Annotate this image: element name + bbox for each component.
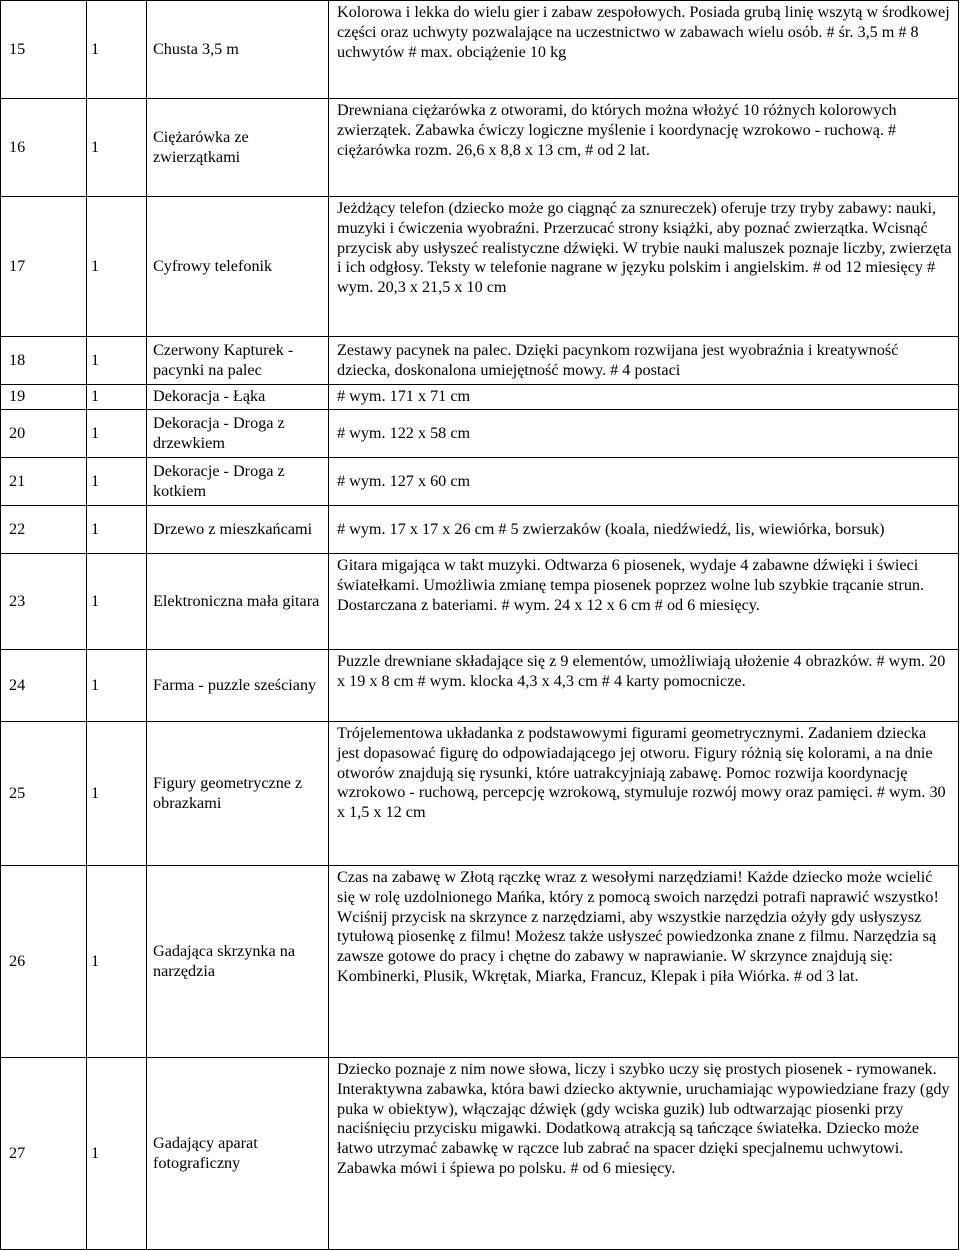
row-quantity: 1 <box>87 385 147 410</box>
row-number: 21 <box>1 458 87 506</box>
row-product-name: Elektroniczna mała gitara <box>147 554 329 650</box>
table-row <box>1 506 959 554</box>
row-number: 24 <box>1 650 87 722</box>
row-description: Zestawy pacynek na palec. Dzięki pacynkom rozwijana jest wyobraźnia i kreatywność dziecka, doskonalona umiejętność mowy. # 4 postaci <box>329 337 959 385</box>
table-row <box>1 554 959 650</box>
row-quantity: 1 <box>87 1 147 99</box>
row-description: Jeżdżący telefon (dziecko może go ciągnąć za sznureczek) oferuje trzy tryby zabawy: nauki, muzyki i ćwiczenia wyobraźni. Przerzucać strony książki, aby poznać zwierzątka. Wcisnąć przycisk aby usłyszeć realistyczne dźwięki. W trybie nauki maluszek poznaje liczby, zwierzęta i ich odgłosy. Teksty w telefonie nagrane w języku polskim i angielskim. # od 12 miesięcy # wym. 20,3 x 21,5 x 10 cm <box>329 197 959 337</box>
row-product-name: Ciężarówka ze zwierzątkami <box>147 99 329 197</box>
table-row <box>1 722 959 866</box>
row-description: Puzzle drewniane składające się z 9 elementów, umożliwiają ułożenie 4 obrazków. # wym. 20 x 19 x 8 cm # wym. klocka 4,3 x 4,3 cm # 4 karty pomocnicze. <box>329 650 959 722</box>
row-product-name: Gadający aparat fotograficzny <box>147 1058 329 1250</box>
row-description: # wym. 122 x 58 cm <box>329 410 959 458</box>
table-row <box>1 1 959 99</box>
table-body <box>1 1 959 1250</box>
row-description: Trójelementowa układanka z podstawowymi figurami geometrycznymi. Zadaniem dziecka jest dopasować figurę do odpowiadającego jej otworu. Figury różnią się kolorami, a na dnie otworów znajdują się rysunki, które uatrakcyjniają zabawę. Pomoc rozwija koordynację wzrokowo - ruchową, percepcję wzrokową, stymuluje rozwój mowy oraz pamięci. # wym. 30 x 1,5 x 12 cm <box>329 722 959 866</box>
row-number: 27 <box>1 1058 87 1250</box>
row-quantity: 1 <box>87 197 147 337</box>
row-quantity: 1 <box>87 554 147 650</box>
table-row <box>1 866 959 1058</box>
row-product-name: Chusta 3,5 m <box>147 1 329 99</box>
row-description: Gitara migająca w takt muzyki. Odtwarza 6 piosenek, wydaje 4 zabawne dźwięki i świeci światełkami. Umożliwia zmianę tempa piosenek poprzez wolne lub szybkie trącanie strun. Dostarczana z bateriami. # wym. 24 x 12 x 6 cm # od 6 miesięcy. <box>329 554 959 650</box>
row-product-name: Cyfrowy telefonik <box>147 197 329 337</box>
row-quantity: 1 <box>87 410 147 458</box>
row-product-name: Czerwony Kapturek - pacynki na palec <box>147 337 329 385</box>
row-number: 16 <box>1 99 87 197</box>
row-number: 22 <box>1 506 87 554</box>
row-quantity: 1 <box>87 866 147 1058</box>
row-product-name: Dekoracje - Droga z kotkiem <box>147 458 329 506</box>
row-description: Kolorowa i lekka do wielu gier i zabaw zespołowych. Posiada grubą linię wszytą w środkowej części oraz uchwyty pozwalające na uczestnictwo w zabawach wielu osób. # śr. 3,5 m # 8 uchwytów # max. obciążenie 10 kg <box>329 1 959 99</box>
row-quantity: 1 <box>87 506 147 554</box>
row-description: Czas na zabawę w Złotą rączkę wraz z wesołymi narzędziami! Każde dziecko może wcielić się w rolę uzdolnionego Mańka, który z pomocą swoich narzędzi potrafi naprawić wszystko! Wciśnij przycisk na skrzynce z narzędziami, aby wszystkie narzędzia ożyły gdy usłyszysz tytułową piosenkę z filmu! Możesz także usłyszeć powiedzonka znane z filmu. Narzędzia są zawsze gotowe do pracy i chętne do zabawy w naprawianie. W skrzynce znajdują się: Kombinerki, Plusik, Wkrętak, Miarka, Francuz, Klepak i piła Wiórka. # od 3 lat. <box>329 866 959 1058</box>
row-description: # wym. 171 x 71 cm <box>329 385 959 410</box>
table-row <box>1 1058 959 1250</box>
row-number: 26 <box>1 866 87 1058</box>
row-product-name: Drzewo z mieszkańcami <box>147 506 329 554</box>
table-row <box>1 99 959 197</box>
row-description: # wym. 17 x 17 x 26 cm # 5 zwierzaków (koala, niedźwiedź, lis, wiewiórka, borsuk) <box>329 506 959 554</box>
table-row <box>1 650 959 722</box>
row-description: Drewniana ciężarówka z otworami, do których można włożyć 10 różnych kolorowych zwierzątek. Zabawka ćwiczy logiczne myślenie i koordynację wzrokowo - ruchową. # ciężarówka rozm. 26,6 x 8,8 x 13 cm, # od 2 lat. <box>329 99 959 197</box>
row-description: Dziecko poznaje z nim nowe słowa, liczy i szybko uczy się prostych piosenek - rymowanek. Interaktywna zabawka, która bawi dziecko aktywnie, uruchamiając wypowiedziane frazy (gdy puka w obiektyw), włączając dźwięk (gdy wciska guzik) lub odtwarzając piosenki przy naciśnięciu przycisku migawki. Dodatkową atrakcją są tańczące światełka. Dziecko może łatwo utrzymać zabawkę w rączce lub zabrać na spacer dzięki specjalnemu uchwytowi. Zabawka mówi i śpiewa po polsku. # od 6 miesięcy. <box>329 1058 959 1250</box>
row-number: 23 <box>1 554 87 650</box>
row-product-name: Farma - puzzle sześciany <box>147 650 329 722</box>
row-quantity: 1 <box>87 458 147 506</box>
row-quantity: 1 <box>87 650 147 722</box>
row-product-name: Dekoracja - Droga z drzewkiem <box>147 410 329 458</box>
row-description: # wym. 127 x 60 cm <box>329 458 959 506</box>
table-row <box>1 197 959 337</box>
row-quantity: 1 <box>87 1058 147 1250</box>
table-row <box>1 458 959 506</box>
row-number: 18 <box>1 337 87 385</box>
row-product-name: Dekoracja - Łąka <box>147 385 329 410</box>
row-quantity: 1 <box>87 99 147 197</box>
table-row <box>1 385 959 410</box>
row-number: 25 <box>1 722 87 866</box>
row-quantity: 1 <box>87 337 147 385</box>
row-product-name: Figury geometryczne z obrazkami <box>147 722 329 866</box>
table-row <box>1 337 959 385</box>
row-number: 15 <box>1 1 87 99</box>
row-number: 17 <box>1 197 87 337</box>
table-row <box>1 410 959 458</box>
row-product-name: Gadająca skrzynka na narzędzia <box>147 866 329 1058</box>
row-number: 20 <box>1 410 87 458</box>
row-number: 19 <box>1 385 87 410</box>
row-quantity: 1 <box>87 722 147 866</box>
